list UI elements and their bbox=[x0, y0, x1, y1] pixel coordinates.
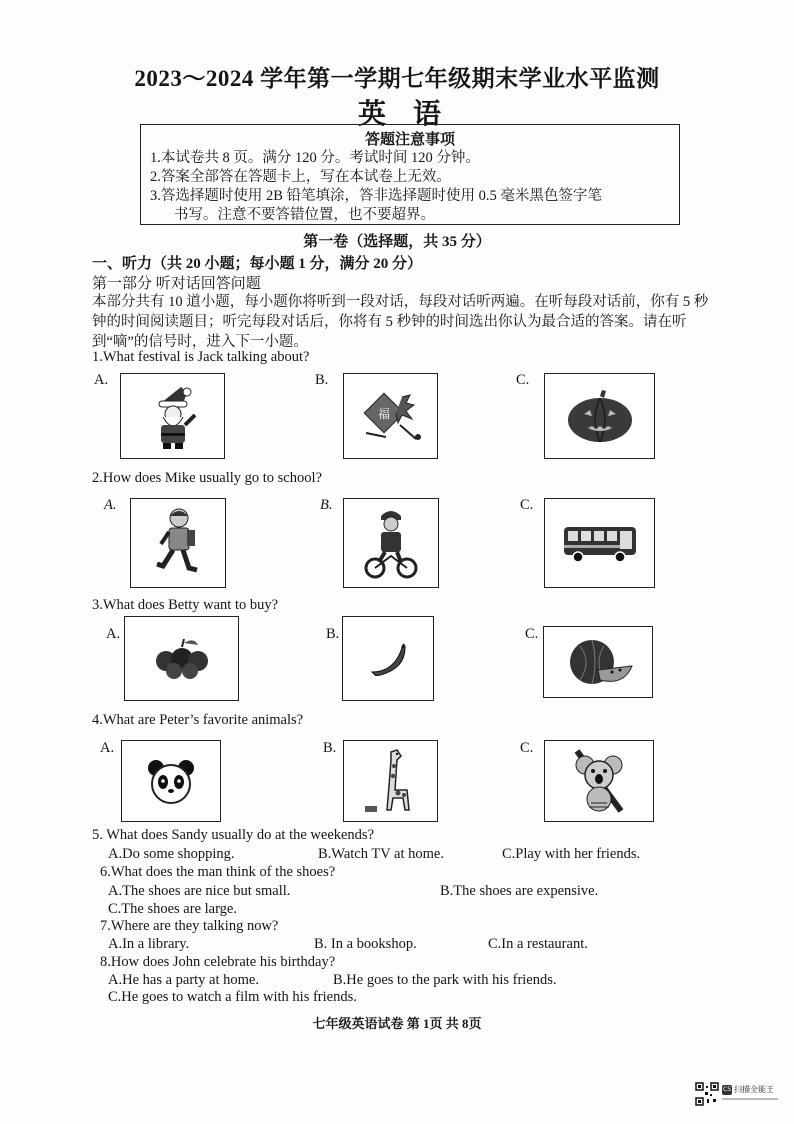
q6-option-b: B.The shoes are expensive. bbox=[440, 883, 599, 899]
panda-icon bbox=[146, 758, 196, 804]
question-2-text: 2.How does Mike usually go to school? bbox=[92, 470, 322, 486]
page-footer: 七年级英语试卷 第 1页 共 8页 bbox=[312, 1016, 482, 1031]
q3-option-a-image[interactable] bbox=[124, 616, 239, 701]
banana-icon bbox=[368, 642, 408, 676]
q5-option-b: B.Watch TV at home. bbox=[318, 846, 444, 862]
q2-option-b-image[interactable] bbox=[343, 498, 439, 588]
q2-option-c-image[interactable] bbox=[544, 498, 655, 588]
section-one-instructions: 本部分共有 10 道小题，每小题你将听到一段对话，每段对话听两遍。在听每段对话前，你有 5 秒钟的时间阅读题目；听完每段对话后，你将有 5 秒钟的时间选出你认为最合适的答案。请在听到“嘀”的信号时，进入下一小题。 bbox=[92, 294, 709, 350]
q4-option-b-image[interactable] bbox=[343, 740, 438, 822]
santa-icon bbox=[143, 381, 203, 451]
q8-option-b: B.He goes to the park with his friends. bbox=[333, 972, 557, 988]
notice-line-2: 2.答案全部答在答题卡上，写在本试卷上无效。 bbox=[150, 169, 451, 185]
q4-option-c-image[interactable] bbox=[544, 740, 654, 822]
notice-box bbox=[140, 124, 680, 225]
watermelon-icon bbox=[562, 636, 634, 688]
part-one-title: 第一卷（选择题，共 35 分） bbox=[303, 234, 491, 250]
cs-logo-icon: CS bbox=[723, 1086, 731, 1093]
scanner-subline bbox=[722, 1098, 778, 1100]
notice-line-4: 书写。注意不要答错位置，也不要超界。 bbox=[174, 207, 435, 223]
q3-option-b-image[interactable] bbox=[342, 616, 434, 701]
q2-option-b-label: B. bbox=[320, 497, 333, 513]
section-one-subtitle: 第一部分 听对话回答问题 bbox=[92, 276, 261, 292]
q6-option-c: C.The shoes are large. bbox=[108, 901, 237, 917]
question-6-text: 6.What does the man think of the shoes? bbox=[100, 864, 336, 880]
scanner-app-name: 扫描全能王 bbox=[734, 1085, 774, 1094]
giraffe-icon bbox=[361, 746, 421, 816]
cyclist-icon bbox=[363, 506, 419, 580]
qr-code-icon bbox=[695, 1082, 719, 1106]
q5-option-a: A.Do some shopping. bbox=[108, 846, 235, 862]
exam-subject: 英 语 bbox=[358, 99, 452, 130]
question-1-text: 1.What festival is Jack talking about? bbox=[92, 349, 310, 365]
q7-option-c: C.In a restaurant. bbox=[488, 936, 588, 952]
q3-option-c-label: C. bbox=[525, 626, 539, 642]
koala-icon bbox=[569, 747, 629, 815]
q3-option-c-image[interactable] bbox=[543, 626, 653, 698]
q2-option-c-label: C. bbox=[520, 497, 534, 513]
grapes-icon bbox=[150, 637, 214, 681]
question-7-text: 7.Where are they talking now? bbox=[100, 918, 279, 934]
walking-boy-icon bbox=[153, 506, 203, 580]
q1-option-c-label: C. bbox=[516, 372, 530, 388]
notice-line-1: 1.本试卷共 8 页。满分 120 分。考试时间 120 分钟。 bbox=[150, 150, 480, 166]
q5-option-c: C.Play with her friends. bbox=[502, 846, 641, 862]
bus-icon bbox=[562, 523, 638, 563]
section-one-title: 一、听力（共 20 小题；每小题 1 分，满分 20 分） bbox=[92, 256, 423, 272]
spring-festival-icon bbox=[356, 385, 426, 447]
pumpkin-icon bbox=[564, 388, 636, 444]
question-5-text: 5. What does Sandy usually do at the weekends? bbox=[92, 827, 375, 843]
q1-option-b-image[interactable] bbox=[343, 373, 438, 459]
question-4-text: 4.What are Peter’s favorite animals? bbox=[92, 712, 304, 728]
q3-option-b-label: B. bbox=[326, 626, 340, 642]
notice-title: 答题注意事项 bbox=[364, 132, 455, 148]
q4-option-b-label: B. bbox=[323, 740, 337, 756]
question-3-text: 3.What does Betty want to buy? bbox=[92, 597, 279, 613]
q2-option-a-image[interactable] bbox=[130, 498, 226, 588]
q1-option-b-label: B. bbox=[315, 372, 329, 388]
notice-line-3: 3.答选择题时使用 2B 铅笔填涂，答非选择题时使用 0.5 毫米黑色签字笔 bbox=[150, 188, 602, 204]
q8-option-a: A.He has a party at home. bbox=[108, 972, 259, 988]
q4-option-a-image[interactable] bbox=[121, 740, 221, 822]
svg-text:福: 福 bbox=[377, 407, 390, 421]
q2-option-a-label: A. bbox=[104, 497, 117, 513]
q7-option-b: B. In a bookshop. bbox=[314, 936, 417, 952]
question-8-text: 8.How does John celebrate his birthday? bbox=[100, 954, 336, 970]
q7-option-a: A.In a library. bbox=[108, 936, 190, 952]
q3-option-a-label: A. bbox=[106, 626, 121, 642]
q1-option-a-label: A. bbox=[94, 372, 109, 388]
q1-option-c-image[interactable] bbox=[544, 373, 655, 459]
q8-option-c: C.He goes to watch a film with his friends. bbox=[108, 989, 357, 1005]
q6-option-a: A.The shoes are nice but small. bbox=[108, 883, 291, 899]
q1-option-a-image[interactable] bbox=[120, 373, 225, 459]
q4-option-c-label: C. bbox=[520, 740, 534, 756]
q4-option-a-label: A. bbox=[100, 740, 115, 756]
scanner-watermark bbox=[695, 1082, 781, 1108]
exam-title: 2023～2024 学年第一学期七年级期末学业水平监测 bbox=[134, 66, 660, 91]
